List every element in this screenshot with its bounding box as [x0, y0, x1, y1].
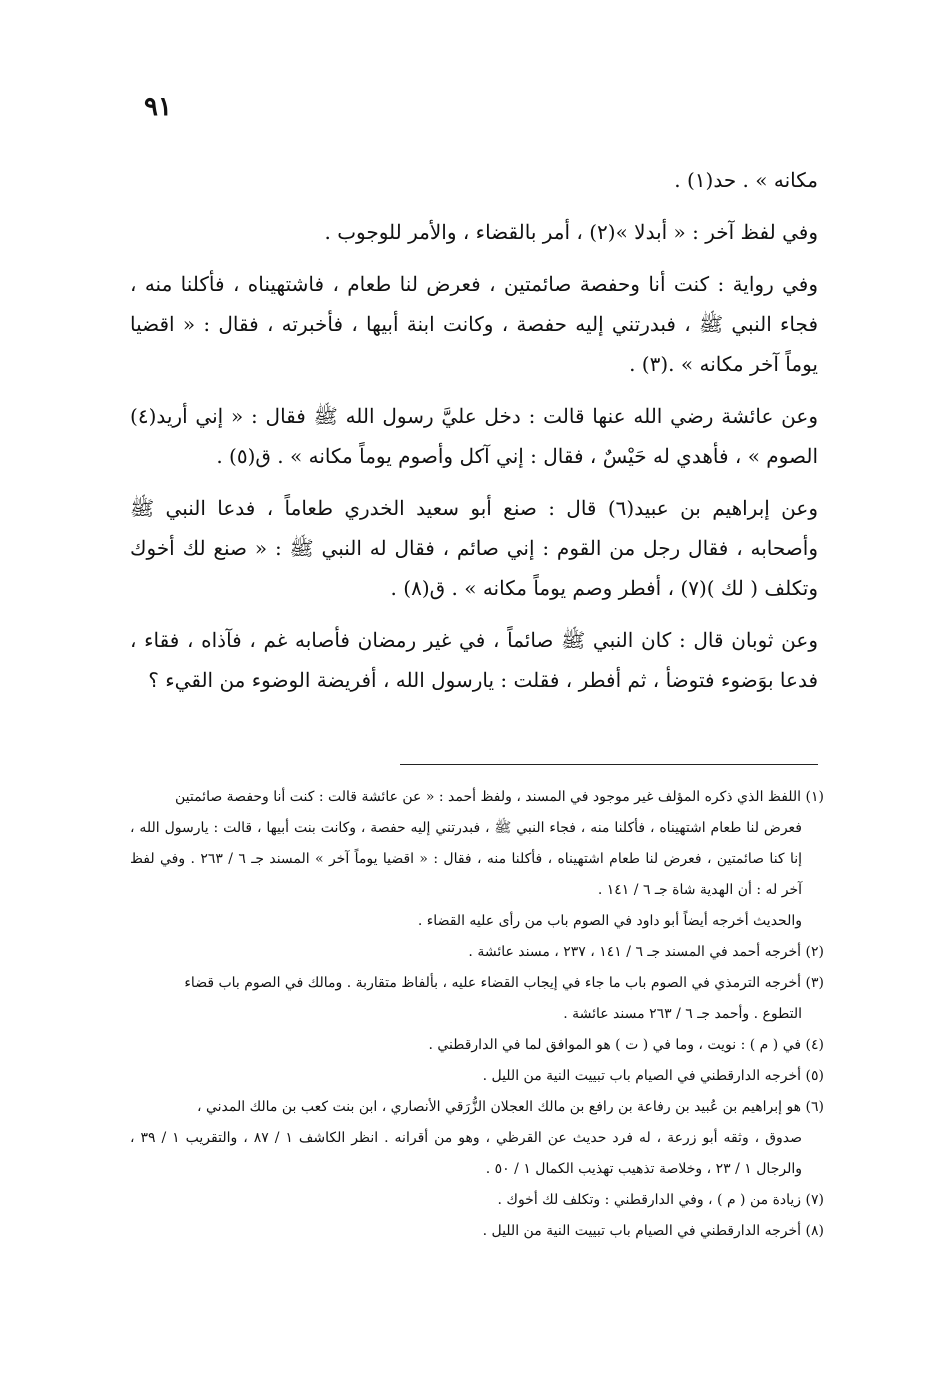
- main-paragraph: وفي لفظ آخر : « أبدلا »(٢) ، أمر بالقضاء ، والأمر للوجوب .: [324, 220, 818, 244]
- footnote-number: (٦): [805, 1099, 824, 1115]
- main-text: [130, 160, 818, 712]
- footnote: [130, 1185, 824, 1216]
- footnote-number: (٥): [805, 1068, 824, 1084]
- footnote-continuation: صدوق ، وثقه أبو زرعة ، له فرد حديث عن القرظي ، وهو من أقرانه . انظر الكاشف ١ / ٨٧ ، والتقريب ١ / ٣٩ ، والرجال ١ / ٢٣ ، وخلاصة تذهيب تهذيب الكمال ١ / ٥٠ .: [130, 1130, 803, 1177]
- main-paragraph: مكانه » . حد(١) .: [674, 168, 818, 192]
- footnote: [130, 1061, 824, 1092]
- footnote-number: (٨): [805, 1223, 824, 1239]
- footnote: [130, 1092, 824, 1185]
- footnote-text: أخرجه الدارقطني في الصيام باب تبييت النية من الليل .: [482, 1223, 802, 1239]
- footnote-extra: والحديث أخرجه أيضاً أبو داود في الصوم باب من رأى عليه القضاء .: [417, 913, 802, 929]
- footnote-separator: [400, 764, 818, 765]
- footnote-text: زيادة من ( م ) ، وفي الدارقطني : وتكلف لك أخوك .: [497, 1192, 802, 1208]
- footnote-continuation: فعرض لنا طعام اشتهيناه ، فأكلنا منه ، فجاء النبي ﷺ ، فبدرتني إليه حفصة ، وكانت بنت أبيها ، قالت : يارسول الله ، إنا كنا صائمتين ، فعرض لنا طعام اشتهيناه ، فأكلنا منه ، فقال : « اقضيا يوماً آخر » المسند جـ ٦ / ٢٦٣ . وفي لفظ آخر له : أن الهدية شاة جـ ٦ / ١٤١ .: [130, 820, 803, 898]
- footnote-text: في ( م ) : نويت ، وما في ( ت ) هو الموافق لما في الدارقطني .: [428, 1037, 802, 1053]
- footnote-text: أخرجه الترمذي في الصوم باب ما جاء في إيجاب القضاء عليه ، بألفاظ متقاربة . ومالك في الصوم باب قضاء: [184, 975, 802, 991]
- footnote: [130, 937, 824, 968]
- footnote-text: أخرجه أحمد في المسند جـ ٦ / ١٤١ ، ٢٣٧ ، مسند عائشة .: [468, 944, 802, 960]
- footnote-text: هو إبراهيم بن عُبيد بن رفاعة بن رافع بن مالك العجلان الزُّرَقي الأنصاري ، ابن بنت كعب بن مالك المدني ،: [197, 1099, 802, 1115]
- main-paragraph: وفي رواية : كنت أنا وحفصة صائمتين ، فعرض لنا طعام ، فاشتهيناه ، فأكلنا منه ، فجاء النبي ﷺ ، فبدرتني إليه حفصة ، وكانت ابنة أبيها ، فأخبرته ، فقال : « اقضيا يوماً آخر مكانه » .(٣) .: [130, 272, 818, 376]
- footnote-text: اللفظ الذي ذكره المؤلف غير موجود في المسند ، ولفظ أحمد : « عن عائشة قالت : كنت أنا وحفصة صائمتين: [174, 789, 802, 805]
- main-paragraph: وعن عائشة رضي الله عنها قالت : دخل عليَّ رسول الله ﷺ فقال : « إني أريد(٤) الصوم » ، فأهدي له حَيْسٌ ، فقال : إني آكل وأصوم يوماً مكانه » . ق(٥) .: [130, 404, 818, 468]
- footnote-text: أخرجه الدارقطني في الصيام باب تبييت النية من الليل .: [482, 1068, 802, 1084]
- footnotes: [130, 782, 824, 1247]
- footnote: [130, 782, 824, 937]
- footnote: [130, 1216, 824, 1247]
- footnote: [130, 1030, 824, 1061]
- main-paragraph: وعن ثوبان قال : كان النبي ﷺ صائماً ، في غير رمضان فأصابه غم ، فآذاه ، فقاء ، فدعا بوَضوء فتوضأ ، ثم أفطر ، فقلت : يارسول الله ، أفريضة الوضوء من القيء ؟: [130, 628, 818, 692]
- footnote-number: (٧): [805, 1192, 824, 1208]
- page-number: ٩١: [144, 92, 172, 122]
- footnote-number: (٤): [805, 1037, 824, 1053]
- footnote-number: (٣): [805, 975, 824, 991]
- footnote-continuation: التطوع . وأحمد جـ ٦ / ٢٦٣ مسند عائشة .: [563, 1006, 802, 1022]
- footnote: [130, 968, 824, 1030]
- main-paragraph: وعن إبراهيم بن عبيد(٦) قال : صنع أبو سعيد الخدري طعاماً ، فدعا النبي ﷺ وأصحابه ، فقال رجل من القوم : إني صائم ، فقال له النبي ﷺ : « صنع لك أخوك وتكلف ( لك )(٧) ، أفطر وصم يوماً مكانه » . ق(٨) .: [130, 496, 818, 600]
- footnote-number: (٢): [805, 944, 824, 960]
- footnote-number: (١): [805, 789, 824, 805]
